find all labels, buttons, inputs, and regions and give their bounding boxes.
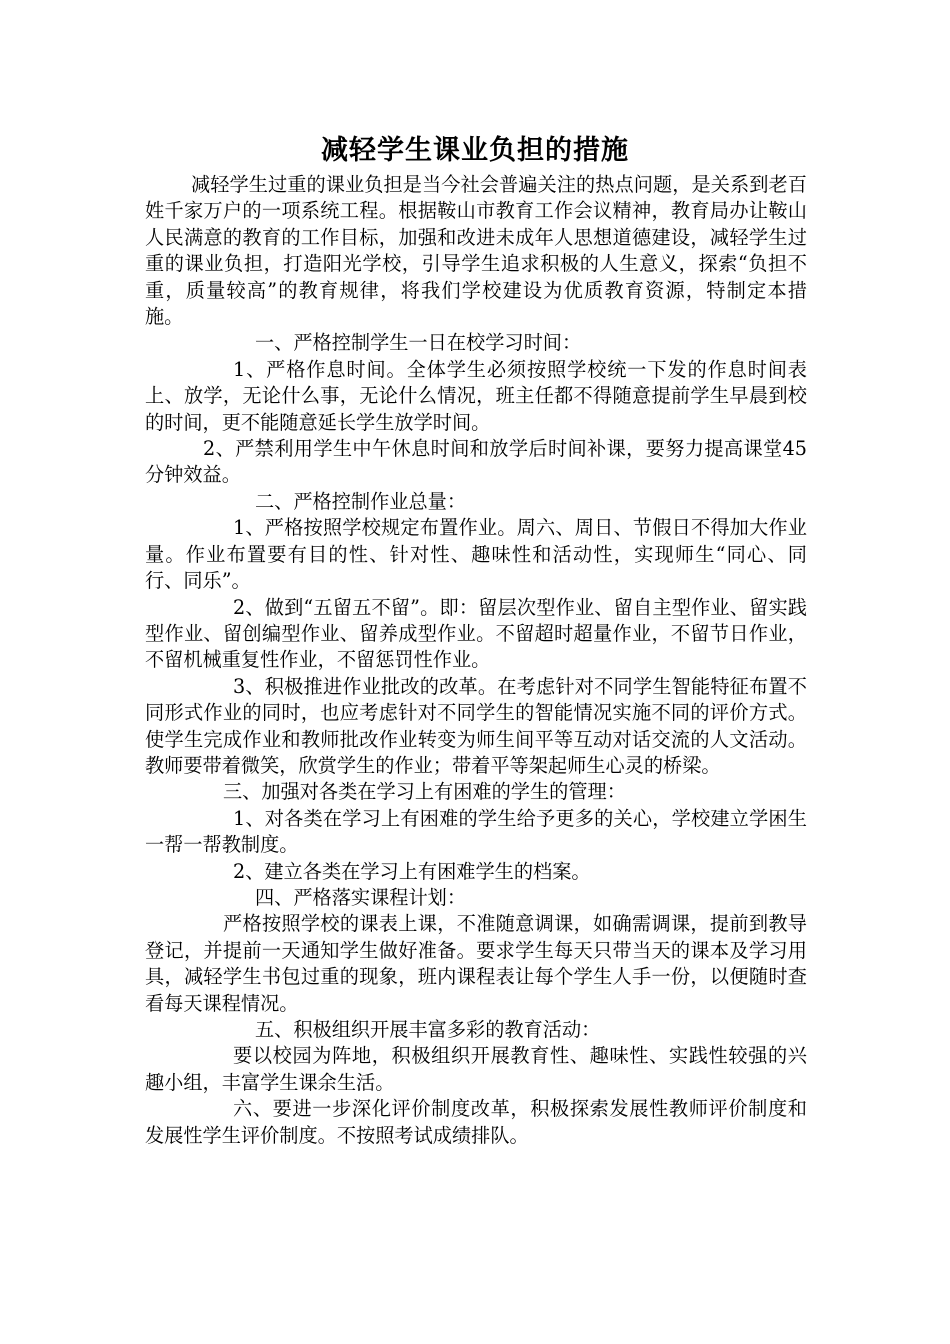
document-title: 减轻学生课业负担的措施	[321, 135, 629, 166]
section-4-body: 严格按照学校的课表上课，不准随意调课，如确需调课，提前到教导登记，并提前一天通知学生做好准备。要求学生每天只带当天的课本及学习用具，减轻学生书包过重的现象，班内课程表让每个学生人手一份，以便随时查看每天课程情况。	[145, 912, 807, 1015]
section-heading-4: 四、严格落实课程计划：	[255, 885, 467, 909]
section-heading-1: 一、严格控制学生一日在校学习时间：	[255, 331, 582, 355]
section-heading-5: 五、积极组织开展丰富多彩的教育活动：	[255, 1018, 601, 1041]
section-3-item-1: 1、对各类在学习上有困难的学生给予更多的关心，学校建立学困生一帮一帮教制度。	[145, 806, 807, 857]
document-body	[145, 172, 807, 1149]
section-2-item-3: 3、积极推进作业批改的改革。在考虑针对不同学生智能特征布置不同形式作业的同时，也应考虑针对不同学生的智能情况实施不同的评价方式。使学生完成作业和教师批改作业转变为师生间平等互动对话交流的人文活动。教师要带着微笑，欣赏学生的作业；带着平等架起师生心灵的桥梁。	[145, 674, 807, 777]
section-2-item-2: 2、做到“五留五不留”。即：留层次型作业、留自主型作业、留实践型作业、留创编型作业、留养成型作业。不留超时超量作业，不留节日作业，不留机械重复性作业，不留惩罚性作业。	[145, 595, 807, 672]
section-3-item-2: 2、建立各类在学习上有困难学生的档案。	[233, 859, 591, 883]
section-heading-2: 二、严格控制作业总量：	[255, 489, 467, 513]
section-1-item-1: 1、严格作息时间。全体学生必须按照学校统一下发的作息时间表上、放学，无论什么事，无论什么情况，班主任都不得随意提前学生早晨到校的时间，更不能随意延长学生放学时间。	[145, 357, 807, 434]
section-heading-3: 三、加强对各类在学习上有困难的学生的管理：	[223, 780, 626, 804]
section-5-body: 要以校园为阵地，积极组织开展教育性、趣味性、实践性较强的兴趣小组，丰富学生课余生活。	[145, 1044, 807, 1094]
section-6-body: 六、要进一步深化评价制度改革，积极探索发展性教师评价制度和发展性学生评价制度。不按照考试成绩排队。	[145, 1097, 807, 1147]
section-1-item-2: 2、严禁利用学生中午休息时间和放学后时间补课，要努力提高课堂45分钟效益。	[145, 437, 807, 487]
section-2-item-1: 1、严格按照学校规定布置作业。周六、周日、节假日不得加大作业量。作业布置要有目的性、针对性、趣味性和活动性，实现师生“同心、同行、同乐”。	[145, 516, 807, 593]
intro-paragraph: 减轻学生过重的课业负担是当今社会普遍关注的热点问题，是关系到老百姓千家万户的一项系统工程。根据鞍山市教育工作会议精神，教育局办让鞍山人民满意的教育的工作目标，加强和改进未成年人思想道德建设，减轻学生过重的课业负担，打造阳光学校，引导学生追求积极的人生意义，探索“负担不重，质量较高”的教育规律，将我们学校建设为优质教育资源，特制定本措施。	[145, 173, 807, 329]
